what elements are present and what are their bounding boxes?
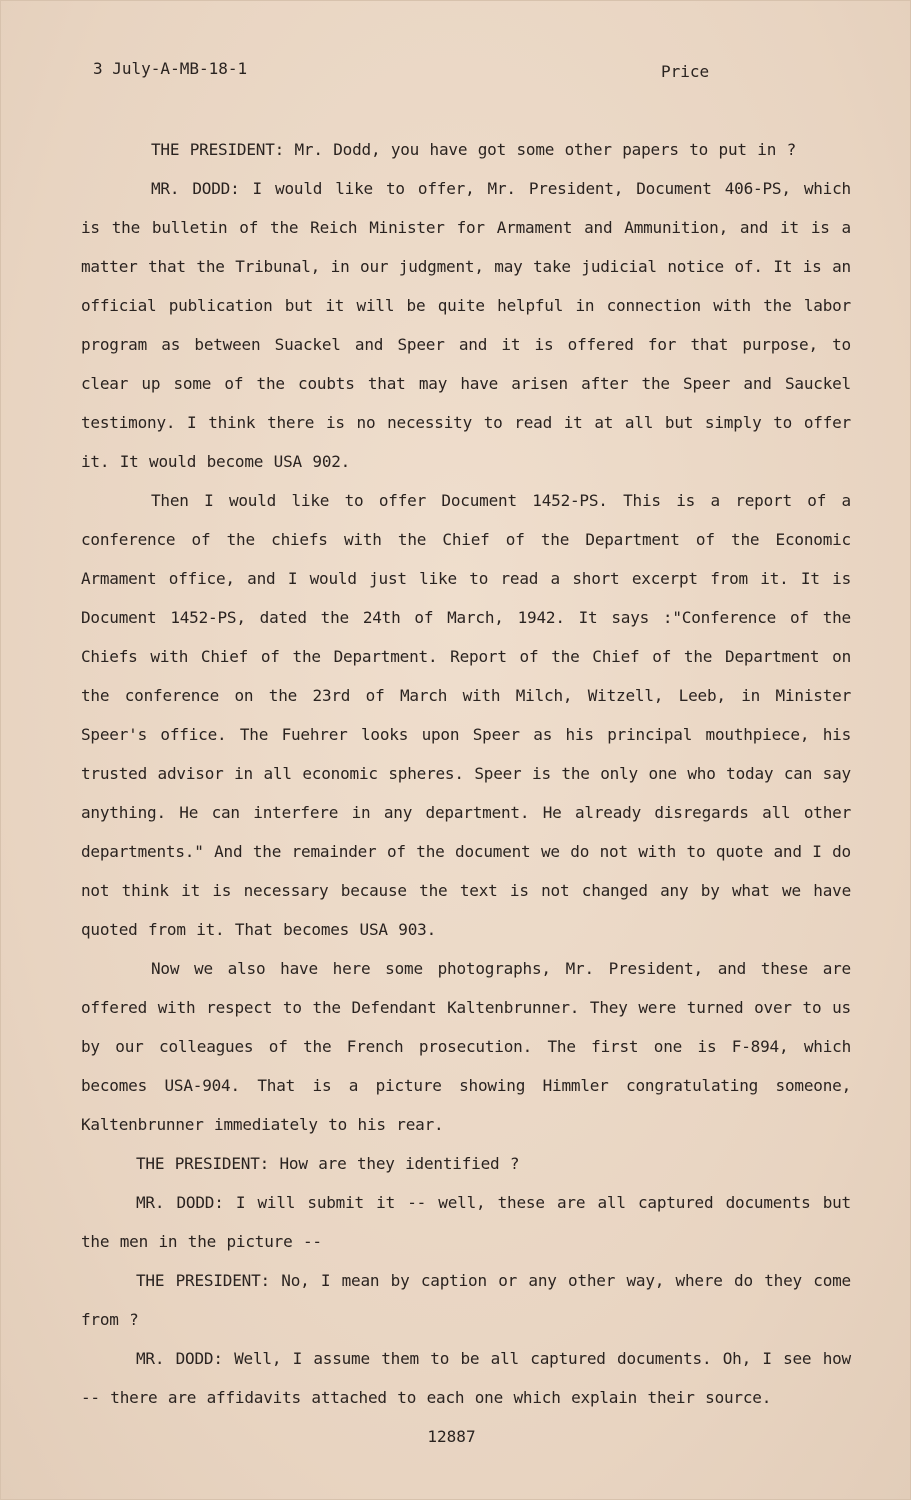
transcript-paragraph: MR. DODD: Well, I assume them to be all captured documents. Oh, I see how -- there are affidavits attached to each one which explain their source.: [81, 1349, 851, 1407]
transcript-paragraph: THE PRESIDENT: How are they identified ?: [136, 1154, 520, 1173]
page-number: [1, 1427, 911, 1446]
transcript-paragraph: Now we also have here some photographs, Mr. President, and these are offered with respect to the Defendant Kaltenbrunner. They were turned over to us by our colleagues of the French prosecution. The first one is F-894, which becomes USA-904. That is a picture showing Himmler congratulating someone, Kaltenbrunner immediately to his rear.: [81, 959, 851, 1134]
page-header: [93, 59, 710, 83]
transcript-paragraph: MR. DODD: I would like to offer, Mr. President, Document 406-PS, which is the bulletin of the Reich Minister for Armament and Ammunition, and it is a matter that the Tribunal, in our judgment, may take judicial notice of. It is an official publication but it will be quite helpful in connection with the labor program as between Suackel and Speer and it is offered for that purpose, to clear up some of the coubts that may have arisen after the Speer and Sauckel testimony. I think there is no necessity to read it at all but simply to offer it. It would become USA 902.: [81, 179, 851, 471]
page-number-value: 12887: [427, 1427, 476, 1446]
transcript-paragraph: Then I would like to offer Document 1452-PS. This is a report of a conference of the chiefs with the Chief of the Department of the Economic Armament office, and I would just like to read a short excerpt from it. It is Document 1452-PS, dated the 24th of March, 1942. It says :"Conference of the Chiefs with Chief of the Department. Report of the Chief of the Department on the conference on the 23rd of March with Milch, Witzell, Leeb, in Minister Speer's office. The Fuehrer looks upon Speer as his principal mouthpiece, his trusted advisor in all economic spheres. Speer is the only one who today can say anything. He can interfere in any department. He already disregards all other departments." And the remainder of the document we do not with to quote and I do not think it is necessary because the text is not changed any by what we have quoted from it. That becomes USA 903.: [81, 491, 851, 939]
transcript-paragraph: THE PRESIDENT: No, I mean by caption or any other way, where do they come from ?: [81, 1271, 851, 1329]
transcript-paragraph: MR. DODD: I will submit it -- well, these are all captured documents but the men in the picture --: [81, 1193, 851, 1251]
transcript-reference: 3 July-A-MB-18-1: [93, 59, 248, 78]
speaker-name: Price: [661, 62, 710, 81]
transcript-body: [81, 130, 851, 1417]
transcript-paragraph: THE PRESIDENT: Mr. Dodd, you have got some other papers to put in ?: [151, 140, 796, 159]
